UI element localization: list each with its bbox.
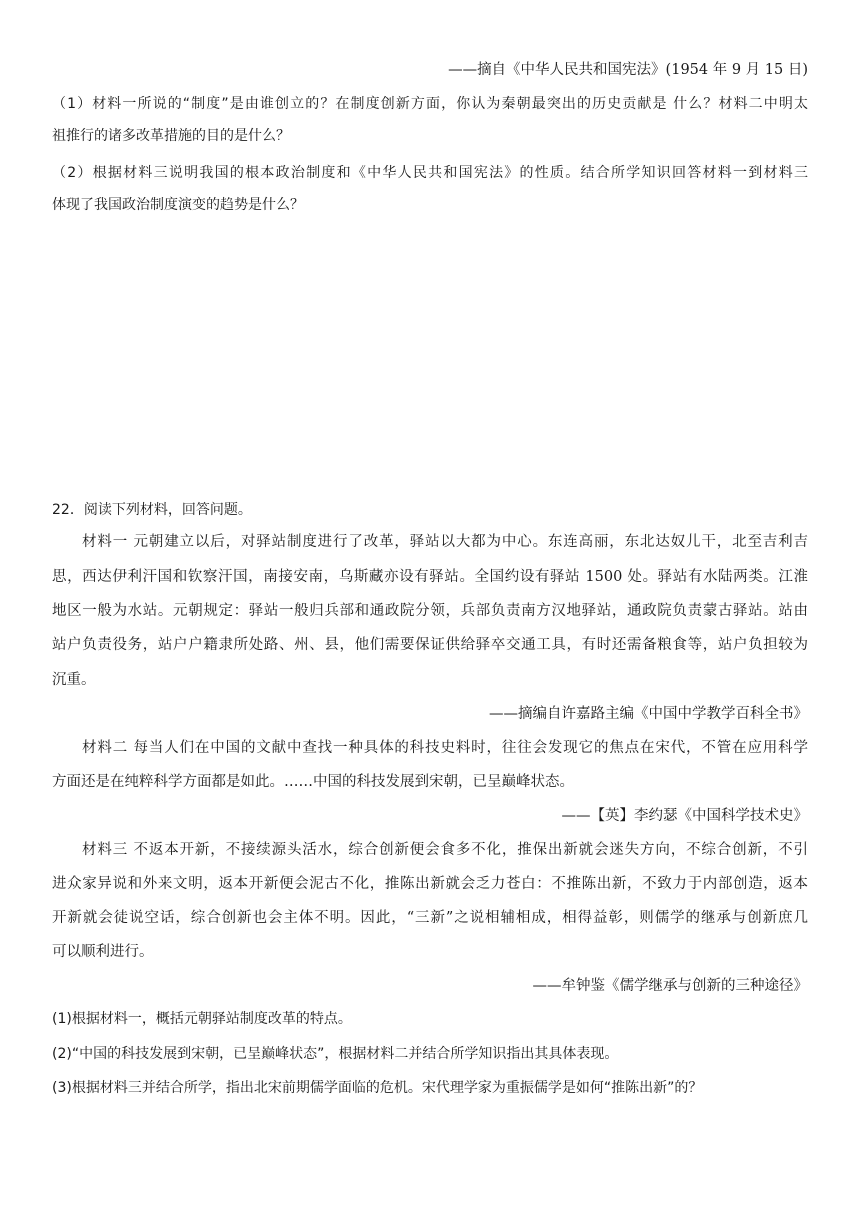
material-1-line: 站户负责役务，站户户籍隶所处路、州、县，他们需要保证供给驿卒交通工具，有时还需备粮食等，站户负担较为 (52, 637, 808, 653)
sub-question-3: (3)根据材料三并结合所学，指出北宋前期儒学面临的危机。宋代理学家为重振儒学是如何“推陈出新”的？ (52, 1080, 703, 1096)
material-2-line: 材料二 每当人们在中国的文献中查找一种具体的科技史料时，往往会发现它的焦点在宋代，不管在应用科学 (82, 740, 808, 756)
material-2-source: ——【英】李约瑟《中国科学技术史》 (561, 808, 808, 824)
material-3-line: 开新就会徒说空话，综合创新也会主体不明。因此，“三新”之说相辅相成，相得益彰，则儒学的继承与创新庶几 (52, 910, 808, 926)
sub-question-2: (2)“中国的科技发展到宋朝，已呈巅峰状态”，根据材料二并结合所学知识指出其具体表现。 (52, 1046, 619, 1062)
material-3-line: 可以顺利进行。 (52, 944, 154, 960)
sub-question-1: (1)根据材料一，概括元朝驿站制度改革的特点。 (52, 1011, 352, 1027)
material-3-line: 材料三 不返本开新，不接续源头活水，综合创新便会食多不化，推保出新就会迷失方向，不综合创新，不引 (82, 842, 808, 858)
material-2-line: 方面还是在纯粹科学方面都是如此。……中国的科技发展到宋朝，已呈巅峰状态。 (52, 774, 574, 790)
question-1-line-1: （1）材料一所说的“制度”是由谁创立的？在制度创新方面，你认为秦朝最突出的历史贡献是 什么？材料二中明太 (52, 96, 808, 112)
material-1-source: ——摘编自许嘉路主编《中国中学教学百科全书》 (489, 706, 808, 722)
material-3-source: ——牟钟鉴《儒学继承与创新的三种途径》 (532, 978, 808, 994)
material-3-line: 进众家异说和外来文明，返本开新便会泥古不化，推陈出新就会乏力苍白：不推陈出新，不致力于内部创造，返本 (52, 876, 808, 892)
material-1-line: 沉重。 (52, 672, 96, 688)
material-1-line: 材料一 元朝建立以后，对驿站制度进行了改革，驿站以大都为中心。东连高丽，东北达奴儿干，北至吉利吉 (82, 534, 808, 550)
question-2-line-2: 体现了我国政治制度演变的趋势是什么？ (52, 197, 304, 213)
question-1-line-2: 祖推行的诸多改革措施的目的是什么？ (52, 128, 290, 144)
question-22-heading: 22．阅读下列材料，回答问题。 (52, 502, 252, 518)
material-1-line: 思，西达伊利汗国和钦察汗国，南接安南，乌斯藏亦设有驿站。全国约设有驿站 1500 处。驿站有水陆两类。江淮 (52, 569, 808, 585)
material-1-line: 地区一般为水站。元朝规定：驿站一般归兵部和通政院分领，兵部负责南方汉地驿站，通政院负责蒙古驿站。站由 (52, 603, 808, 619)
question-2-line-1: （2）根据材料三说明我国的根本政治制度和《中华人民共和国宪法》的性质。结合所学知识回答材料一到材料三 (52, 165, 808, 181)
constitution-source: ——摘自《中华人民共和国宪法》(1954 年 9 月 15 日) (448, 62, 808, 78)
